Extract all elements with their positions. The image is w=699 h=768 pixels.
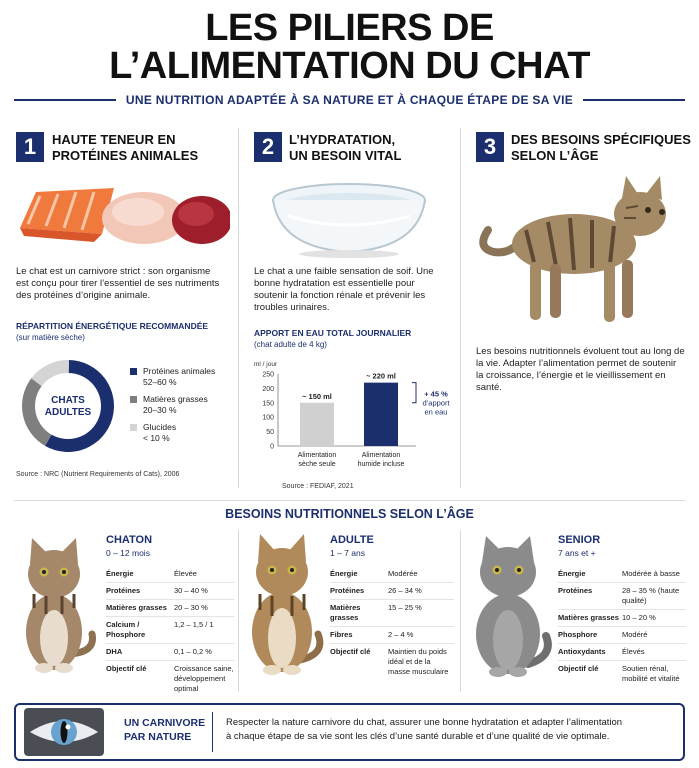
y-tick-label: 0 <box>270 443 274 451</box>
legend-text: Protéines animales 52–60 % <box>143 366 216 387</box>
table-row: Objectif clé Croissance saine, développement optimal <box>106 664 234 693</box>
table-row: Matières grasses 15 – 25 % <box>330 600 454 627</box>
age-range: 7 ans et + <box>558 548 596 558</box>
section-divider <box>14 500 685 501</box>
table-row: Protéines 26 – 34 % <box>330 583 454 600</box>
water-chart-subtitle: (chat adulte de 4 kg) <box>254 340 327 349</box>
pillar-number: 1 <box>16 132 44 162</box>
walking-cat-illustration <box>474 166 684 336</box>
pillar-heading <box>289 132 454 164</box>
category-label: humide incluse <box>357 461 405 468</box>
age-table-adult <box>330 566 454 680</box>
pillar-heading-line: L’HYDRATATION, <box>289 132 396 147</box>
pillar-number: 2 <box>254 132 282 162</box>
table-row: Objectif clé Maintien du poids idéal et de la masse musculaire <box>330 647 449 676</box>
water-bowl-illustration <box>268 180 430 260</box>
table-row: Calcium / Phosphore 1,2 – 1,5 / 1 <box>106 617 234 644</box>
bar-value-label: ~ 150 ml <box>302 391 332 401</box>
pillar-body: Le chat est un carnivore strict : son organisme est conçu pour tirer l’essentiel de ses nutriments des protéines d’origine animale. <box>16 266 220 301</box>
y-tick-label: 150 <box>262 400 274 408</box>
footer-label <box>124 716 205 744</box>
legend-item-carbs <box>130 422 236 444</box>
page-title-line-2: L’ALIMENTATION DU CHAT <box>109 45 590 87</box>
age-title: ADULTE <box>330 534 374 546</box>
subtitle-rule-right <box>583 99 685 101</box>
cat-eye-icon <box>24 708 104 756</box>
age-table-senior <box>558 566 686 687</box>
donut-center-line-2: ADULTES <box>44 407 92 418</box>
table-row: Protéines 30 – 40 % <box>106 583 234 600</box>
age-section-title: BESOINS NUTRITIONNELS SELON L’ÂGE <box>225 507 474 521</box>
table-row: Énergie Élevée <box>106 566 234 583</box>
age-title: SENIOR <box>558 534 601 546</box>
table-row: Fibres 2 – 4 % <box>330 627 454 644</box>
page-title-line-1: LES PILIERS DE <box>205 7 494 49</box>
age-title: CHATON <box>106 534 153 546</box>
footer-text-line: à chaque étape de sa vie sont les clés d’une santé durable et d’une qualité de vie optimale. <box>226 731 610 742</box>
legend-text: Glucides < 10 % <box>143 422 177 443</box>
pillar-body: Le chat a une faible sensation de soif. Une bonne hydratation est essentielle pour soutenir la fonction rénale et prévenir les troubles urinaires. <box>254 266 434 313</box>
column-divider <box>238 530 239 692</box>
pillar-heading-line: PROTÉINES ANIMALES <box>52 148 199 163</box>
table-row: Énergie Modérée <box>330 566 454 583</box>
energy-legend <box>130 366 236 450</box>
table-row: Antioxydants Élevés <box>558 644 686 661</box>
category-label: Alimentation <box>297 452 337 459</box>
senior-cat-illustration <box>464 532 554 678</box>
column-divider <box>460 128 461 488</box>
footer-text <box>226 716 622 744</box>
annotation-bracket <box>412 383 416 403</box>
pillar-heading-line: SELON L’ÂGE <box>511 148 599 163</box>
subtitle-banner <box>14 92 685 108</box>
legend-swatch <box>130 368 137 375</box>
footer-label-line: PAR NATURE <box>124 731 192 743</box>
footer-text-line: Respecter la nature carnivore du chat, assurer une bonne hydratation et adapter l’alimentation <box>226 717 623 728</box>
pillar-heading <box>511 132 691 164</box>
category-label: sèche seule <box>298 461 336 468</box>
annotation-text: + 45 % <box>424 389 448 399</box>
table-row: Phosphore Modéré <box>558 627 686 644</box>
table-row: Matières grasses 20 – 30 % <box>106 600 234 617</box>
pillar-heading-line: DES BESOINS SPÉCIFIQUES <box>511 132 691 147</box>
y-tick-label: 50 <box>266 429 274 437</box>
legend-swatch <box>130 396 137 403</box>
column-divider <box>460 530 461 692</box>
pillar-heading-line: UN BESOIN VITAL <box>289 148 402 163</box>
annotation-text: d’apport <box>422 398 450 408</box>
kitten-illustration <box>12 534 98 674</box>
y-tick-label: 250 <box>262 371 274 379</box>
age-table-kitten <box>106 566 234 697</box>
pillar-body: Les besoins nutritionnels évoluent tout au long de la vie. Adapter l’alimentation permet de soutenir la croissance, l’énergie et le vieillissement en santé. <box>476 346 685 393</box>
table-row: Objectif clé Soutien rénal, mobilité et vitalité <box>558 664 680 683</box>
column-divider <box>238 128 239 488</box>
energy-donut-chart <box>18 356 118 456</box>
table-row: DHA 0,1 – 0,2 % <box>106 644 234 661</box>
footer-label-line: UN CARNIVORE <box>124 717 206 729</box>
y-tick-label: 100 <box>262 414 274 422</box>
energy-source: Source : NRC (Nutrient Requirements of Cats), 2006 <box>16 471 180 478</box>
pillar-heading <box>52 132 232 164</box>
adult-cat-illustration <box>240 530 326 676</box>
table-row: Matières grasses 10 – 20 % <box>558 610 686 627</box>
water-chart-source: Source : FEDIAF, 2021 <box>282 483 354 490</box>
annotation-text: en eau <box>424 407 448 417</box>
bars <box>298 372 405 468</box>
raw-meat-illustration <box>14 182 230 254</box>
donut-hole <box>35 373 101 439</box>
energy-subheading: (sur matière sèche) <box>16 333 85 342</box>
age-range: 0 – 12 mois <box>106 548 150 558</box>
y-axis-label: ml / jour <box>254 361 278 368</box>
age-range: 1 – 7 ans <box>330 548 365 558</box>
bar <box>300 403 334 446</box>
pillar-heading-line: HAUTE TENEUR EN <box>52 132 176 147</box>
water-bar-chart <box>248 356 454 482</box>
energy-heading: RÉPARTITION ÉNERGÉTIQUE RECOMMANDÉE <box>16 321 209 331</box>
subtitle-rule-left <box>14 99 116 101</box>
bar-value-label: ~ 220 ml <box>366 371 396 381</box>
category-label: Alimentation <box>361 452 401 459</box>
table-row: Protéines 28 – 35 % (haute qualité) <box>558 583 686 610</box>
legend-text: Matières grasses 20–30 % <box>143 394 208 415</box>
subtitle: UNE NUTRITION ADAPTÉE À SA NATURE ET À CHAQUE ÉTAPE DE SA VIE <box>125 93 574 107</box>
legend-swatch <box>130 424 137 431</box>
table-row: Énergie Modérée à basse <box>558 566 686 583</box>
donut-center-line-1: CHATS <box>51 395 85 406</box>
legend-item-fats <box>130 394 236 416</box>
pillar-number: 3 <box>476 132 504 162</box>
bar <box>364 383 398 446</box>
water-chart-title: APPORT EN EAU TOTAL JOURNALIER <box>254 328 412 338</box>
increase-annotation <box>412 383 450 417</box>
legend-item-proteins <box>130 366 236 388</box>
y-tick-label: 200 <box>262 385 274 393</box>
footer-divider <box>212 712 213 752</box>
